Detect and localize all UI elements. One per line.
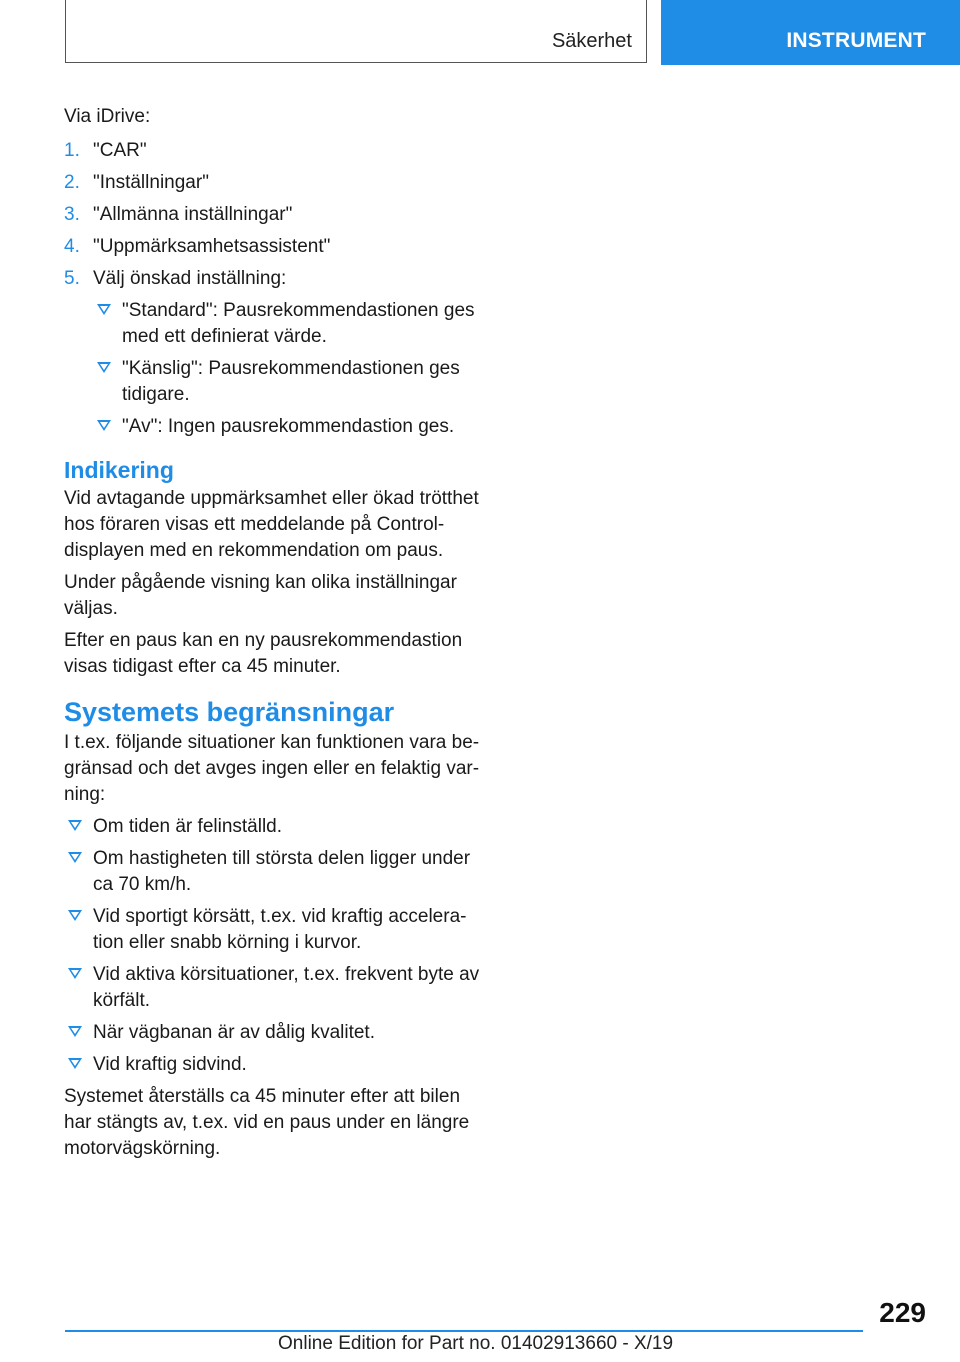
step-text: "Allmänna inställningar": [93, 204, 293, 225]
list-item: [64, 904, 484, 956]
limit-text: Vid aktiva körsituationer, t.ex. frekvent byte av körfält.: [93, 964, 480, 1011]
limits-closing: Systemet återställs ca 45 minuter efter att bilen har stängts av, t.ex. vid en paus under en längre motorvägskörning.: [64, 1086, 470, 1159]
limit-text: När vägbanan är av dålig kvalitet.: [93, 1022, 375, 1043]
page-content: [64, 104, 484, 1168]
list-item: [64, 846, 484, 898]
option-text: "Av": Ingen pausrekommendastion ges.: [122, 416, 455, 437]
step-text: Välj önskad inställning:: [93, 268, 287, 289]
limit-text: Vid sportigt körsätt, t.ex. vid kraftig acceleration eller snabb körning i kurvor.: [93, 906, 467, 953]
indikering-heading: Indikering: [64, 457, 174, 483]
step-number: 2.: [64, 172, 80, 193]
step-number: 5.: [64, 268, 80, 289]
limit-text: Vid kraftig sidvind.: [93, 1054, 247, 1075]
page-number: 229: [879, 1297, 926, 1328]
step-number: 3.: [64, 204, 80, 225]
list-item: [64, 202, 484, 228]
limits-intro: I t.ex. följande situationer kan funktionen vara begränsad och det avges ingen eller en felaktig varning:: [64, 732, 480, 805]
triangle-bullet-icon: [97, 304, 111, 315]
header-section-box: [65, 0, 647, 63]
limits-list: [64, 814, 484, 1078]
list-item: [64, 1052, 484, 1078]
indikering-paragraph: Vid avtagande uppmärksamhet eller ökad trötthet hos föraren visas ett meddelande på Control-displayen med en rekommendation om paus.: [64, 488, 479, 561]
option-text: "Känslig": Pausrekommendastionen ges tidigare.: [122, 358, 460, 405]
triangle-bullet-icon: [68, 852, 82, 863]
limit-text: Om tiden är felinställd.: [93, 816, 283, 837]
list-item: [64, 138, 484, 164]
list-item: [64, 234, 484, 260]
triangle-bullet-icon: [68, 820, 82, 831]
list-item: [64, 814, 484, 840]
step-text: "Inställningar": [93, 172, 209, 193]
list-item: [64, 266, 484, 292]
indikering-paragraph: Under pågående visning kan olika inställningar väljas.: [64, 572, 457, 619]
triangle-bullet-icon: [68, 1026, 82, 1037]
limits-heading: Systemets begränsningar: [64, 697, 395, 727]
step-number: 1.: [64, 140, 80, 161]
footer-divider: [65, 1330, 863, 1332]
triangle-bullet-icon: [97, 362, 111, 373]
triangle-bullet-icon: [68, 1058, 82, 1069]
idrive-intro: Via iDrive:: [64, 106, 151, 127]
list-item: [64, 962, 484, 1014]
step5-options: [93, 298, 484, 440]
triangle-bullet-icon: [68, 968, 82, 979]
step-text: "CAR": [93, 140, 147, 161]
triangle-bullet-icon: [68, 910, 82, 921]
header-chapter-tab: [661, 0, 960, 65]
list-item: [93, 298, 484, 350]
footer-edition: Online Edition for Part no. 01402913660 - X/19: [278, 1333, 674, 1354]
indikering-paragraph: Efter en paus kan en ny pausrekommendastion visas tidigast efter ca 45 minuter.: [64, 630, 463, 677]
step-number: 4.: [64, 236, 80, 257]
limit-text: Om hastigheten till största delen ligger under ca 70 km/h.: [93, 848, 471, 895]
header-section-title: Säkerhet: [551, 30, 632, 52]
steps-list: [64, 138, 484, 292]
list-item: [64, 1020, 484, 1046]
header-chapter-title: INSTRUMENT: [786, 29, 926, 52]
option-text: "Standard": Pausrekommendastionen ges med ett definierat värde.: [122, 300, 475, 347]
list-item: [93, 356, 484, 408]
triangle-bullet-icon: [97, 420, 111, 431]
list-item: [64, 170, 484, 196]
list-item: [93, 414, 484, 440]
step-text: "Uppmärksamhetsassistent": [93, 236, 331, 257]
